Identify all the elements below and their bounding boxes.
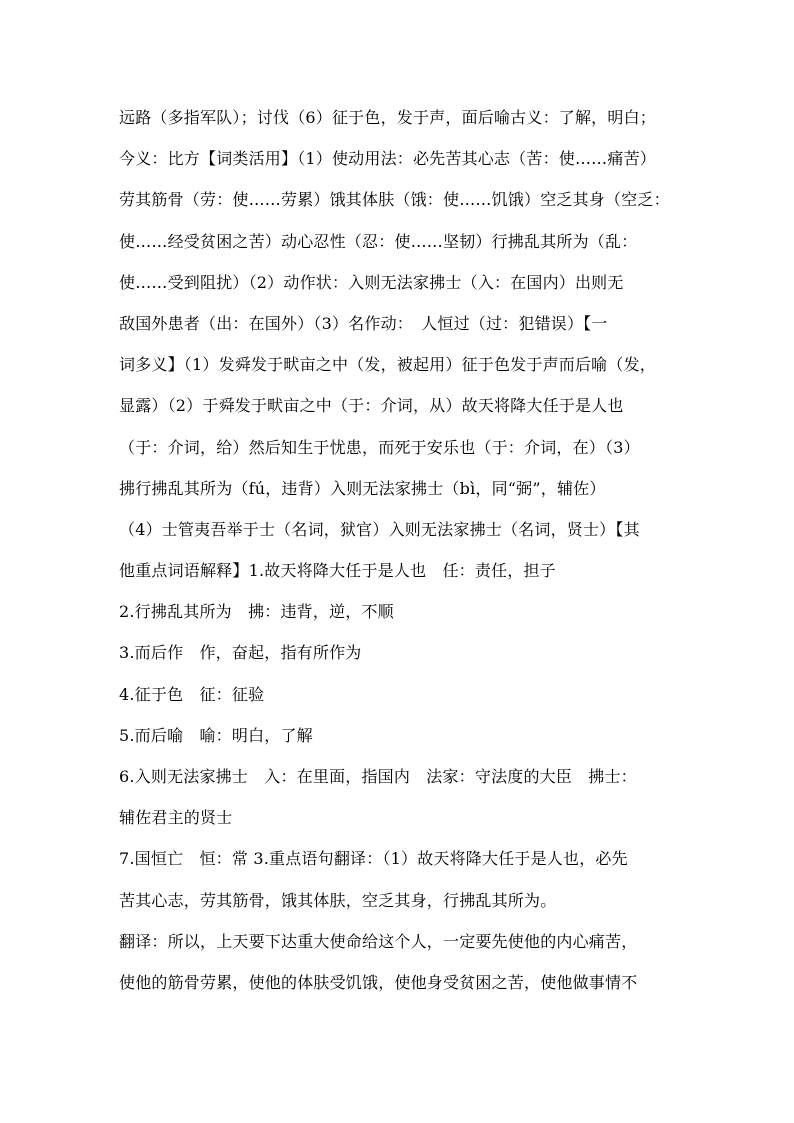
text-line: 词多义】（1）发舜发于畎亩之中（发，被起用）征于色发于声而后喻（发，: [119, 355, 656, 375]
text-line: 显露）（2）于舜发于畎亩之中（于：介词，从）故天将降大任于是人也: [119, 396, 624, 416]
text-line: 6.入则无法家拂士 入：在里面，指国内 法家：守法度的大臣 拂士：: [119, 767, 637, 786]
text-line: 辅佐君主的贤士: [119, 808, 233, 828]
text-line: 拂行拂乱其所为（fú，违背）入则无法家拂士（bì，同“弼”，辅佐）: [119, 478, 606, 498]
text-line: 今义：比方【词类活用】（1）使动用法：必先苦其心志（苦：使……痛苦）: [119, 149, 656, 169]
text-line: 7.国恒亡 恒：常 3.重点语句翻译：（1）故天将降大任于是人也，必先: [119, 849, 628, 869]
text-line: 翻译：所以，上天要下达重大使命给这个人，一定要先使他的内心痛苦，: [119, 931, 638, 951]
text-line: 苦其心志，劳其筋骨，饿其体肤，空乏其身，行拂乱其所为。: [119, 890, 557, 910]
text-line: 劳其筋骨（劳：使……劳累）饿其体肤（饿：使……饥饿）空乏其身（空乏：: [119, 190, 670, 210]
text-line: 使……受到阻扰）（2）动作状：入则无法家拂士（入：在国内）出则无: [119, 272, 624, 292]
text-line: 他重点词语解释】1.故天将降大任于是人也 任：责任，担子: [119, 561, 556, 581]
text-line: 使他的筋骨劳累，使他的体肤受饥饿，使他身受贫困之苦，使他做事情不: [119, 972, 638, 992]
document-body: [119, 97, 679, 1003]
text-line: 4.征于色 征：征验: [119, 684, 265, 704]
text-line: 5.而后喻 喻：明白，了解: [119, 725, 313, 745]
text-line: （4）士管夷吾举于士（名词，狱官）入则无法家拂士（名词，贤士）【其: [119, 519, 640, 539]
text-line: 3.而后作 作，奋起，指有所作为: [119, 643, 362, 663]
text-line: 使……经受贫困之苦）动心忍性（忍：使……坚韧）行拂乱其所为（乱：: [119, 231, 638, 251]
text-line: 2.行拂乱其所为 拂：违背，逆，不顺: [119, 602, 394, 622]
text-line: 敌国外患者（出：在国外）（3）名作动： 人恒过（过：犯错误）【一: [119, 313, 608, 333]
text-line: （于：介词，给）然后知生于忧患，而死于安乐也（于：介词，在）（3）: [119, 437, 640, 457]
text-line: 远路（多指军队）；讨伐（6）征于色，发于声，面后喻古义：了解，明白；: [119, 108, 656, 127]
